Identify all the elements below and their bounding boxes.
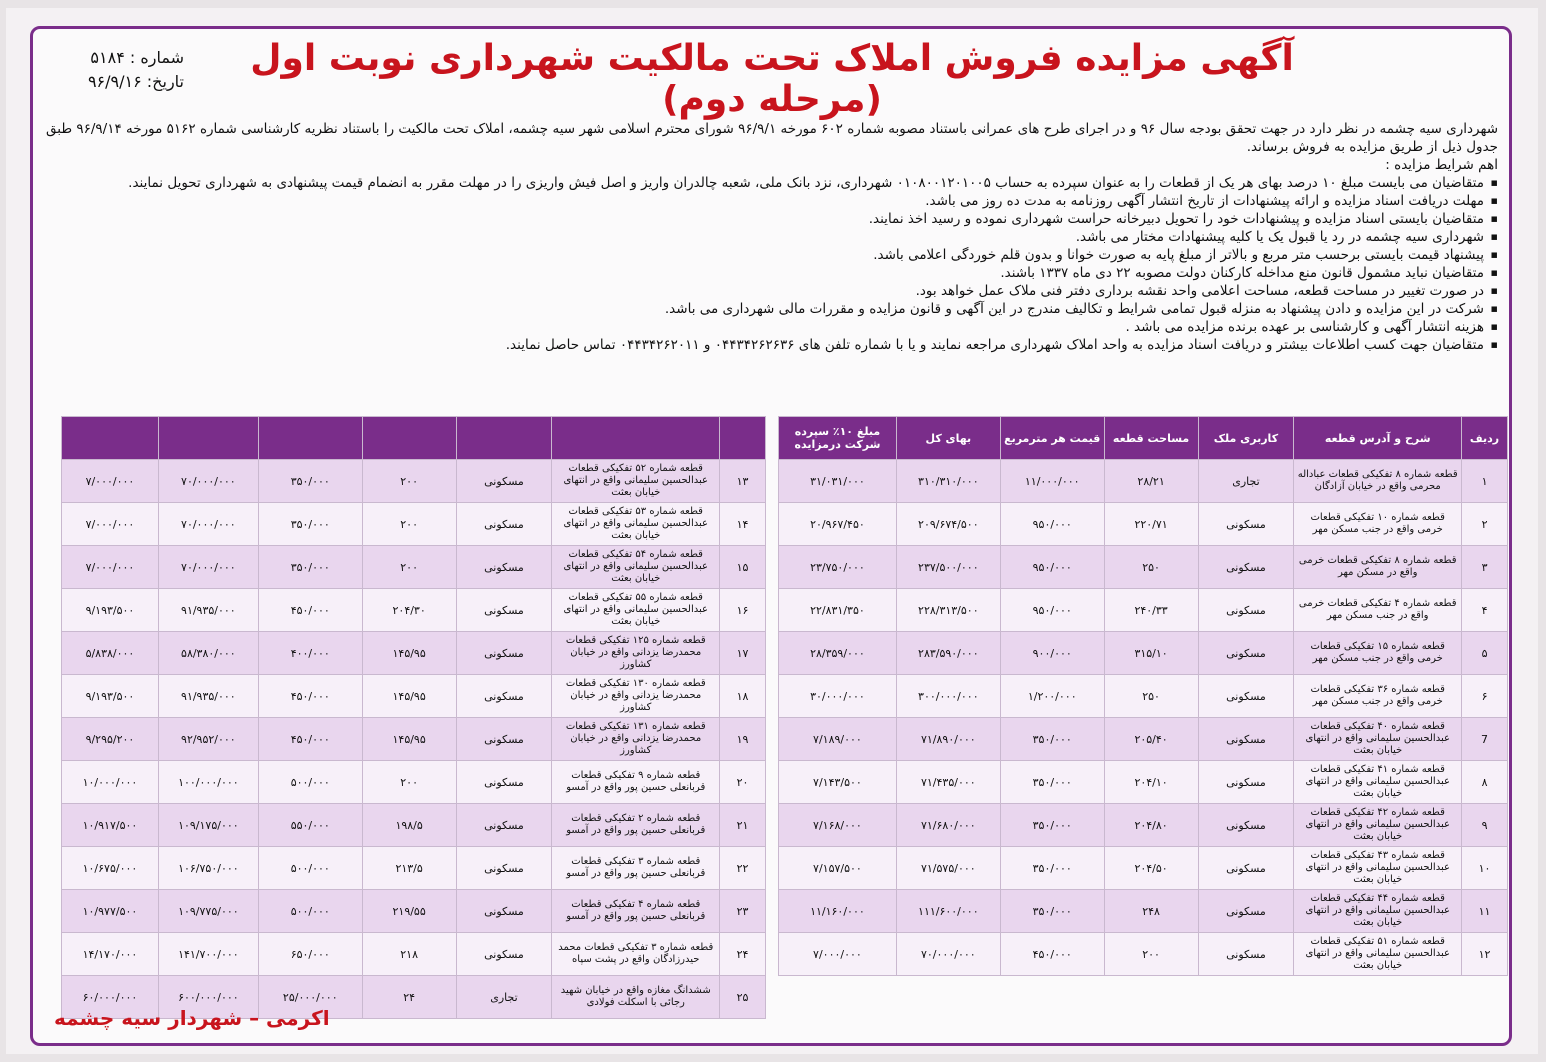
cell-deposit: ۲۲/۸۳۱/۳۵۰ [779,589,897,632]
cell-row-number: ۲۲ [720,847,766,890]
cell-usage: مسکونی [456,632,552,675]
cell-row-number: ۲۰ [720,761,766,804]
cell-unit-price: ۲۵/۰۰۰/۰۰۰ [258,976,362,1019]
header-total-price [158,417,258,460]
cell-area: ۲۴ [362,976,456,1019]
cell-area: ۱۴۵/۹۵ [362,675,456,718]
cell-description: قطعه شماره ۳ تفکیکی قطعات محمد حیدرزادگان واقع در پشت سپاه [552,933,720,976]
cell-total-price: ۱۰۰/۰۰۰/۰۰۰ [158,761,258,804]
cell-area: ۱۴۵/۹۵ [362,632,456,675]
condition-item: ▪ شهرداری سیه چشمه در رد یا قبول یک یا کلیه پیشنهادات مختار می باشد. [46,228,1498,246]
notice-date: تاریخ: ۹۶/۹/۱۶ [87,72,184,91]
table-row [779,589,1508,632]
cell-total-price: ۷۰/۰۰۰/۰۰۰ [158,546,258,589]
cell-deposit: ۱۰/۹۱۷/۵۰۰ [62,804,159,847]
cell-unit-price: ۴۵۰/۰۰۰ [258,589,362,632]
cell-row-number: ۱۹ [720,718,766,761]
cell-usage: مسکونی [456,460,552,503]
header-deposit [62,417,159,460]
cell-total-price: ۷۱/۶۸۰/۰۰۰ [896,804,1000,847]
cell-unit-price: ۳۵۰/۰۰۰ [1000,761,1104,804]
cell-area: ۳۱۵/۱۰ [1104,632,1198,675]
condition-item: ▪ متقاضیان جهت کسب اطلاعات بیشتر و دریافت اسناد مزایده به واحد املاک شهرداری مراجعه نمایند و یا با شماره تلفن های ۰۴۴۳۴۲۶۲۶۳۶ و ۰۴۴۳۴۲۶۲۰۱۱ تماس حاصل نمایند. [46,336,1498,354]
cell-deposit: ۲۳/۷۵۰/۰۰۰ [779,546,897,589]
cell-area: ۲۵۰ [1104,675,1198,718]
cell-area: ۲۰۴/۸۰ [1104,804,1198,847]
cell-description: قطعه شماره ۱۳۰ تفکیکی قطعات محمدرضا یزدانی واقع در خیابان کشاورز [552,675,720,718]
table-row [62,503,766,546]
table-row [779,761,1508,804]
table-row [779,890,1508,933]
cell-usage: مسکونی [1198,847,1294,890]
cell-deposit: ۱۰/۰۰۰/۰۰۰ [62,761,159,804]
condition-item: ▪ شرکت در این مزایده و دادن پیشنهاد به منزله قبول تمامی شرایط و تکالیف مندرج در این آگهی و قانون مزایده و مقررات مالی شهرداری می باشد. [46,300,1498,318]
cell-deposit: ۷/۱۴۳/۵۰۰ [779,761,897,804]
cell-usage: تجاری [456,976,552,1019]
cell-deposit: ۱۱/۱۶۰/۰۰۰ [779,890,897,933]
cell-unit-price: ۳۵۰/۰۰۰ [1000,718,1104,761]
cell-row-number: ۲۳ [720,890,766,933]
cell-total-price: ۲۳۷/۵۰۰/۰۰۰ [896,546,1000,589]
intro-paragraph: شهرداری سیه چشمه در نظر دارد در جهت تحقق بودجه سال ۹۶ و در اجرای طرح های عمرانی باستناد مصوبه شماره ۶۰۲ مورخه ۹۶/۹/۱ شورای محترم اسلامی شهر سیه چشمه، املاک تحت مالکیت را باستناد نظریه کارشناسی شماره ۵۱۶۲ مورخه ۹۶/۹/۱۴ طبق جدول ذیل از طریق مزایده به فروش برساند. [46,121,1499,155]
cell-deposit: ۳۱/۰۳۱/۰۰۰ [779,460,897,503]
cell-unit-price: ۴۵۰/۰۰۰ [258,675,362,718]
cell-usage: مسکونی [1198,632,1294,675]
cell-area: ۲۵۰ [1104,546,1198,589]
table-row [62,761,766,804]
cell-description: قطعه شماره ۹ تفکیکی قطعات قربانعلی حسین پور واقع در آمسو [552,761,720,804]
cell-usage: مسکونی [456,890,552,933]
cell-description: قطعه شماره ۴ تفکیکی قطعات خرمی واقع در جنب مسکن مهر [1294,589,1462,632]
header-row-number: ردیف [1462,417,1508,460]
cell-description: قطعه شماره ۵۱ تفکیکی قطعات عبدالحسین سلیمانی واقع در انتهای خیابان بعثت [1294,933,1462,976]
cell-deposit: ۷/۱۶۸/۰۰۰ [779,804,897,847]
cell-total-price: ۷۰/۰۰۰/۰۰۰ [158,460,258,503]
table-row [779,675,1508,718]
cell-total-price: ۷۱/۵۷۵/۰۰۰ [896,847,1000,890]
cell-area: ۱۴۵/۹۵ [362,718,456,761]
cell-unit-price: ۳۵۰/۰۰۰ [1000,890,1104,933]
cell-unit-price: ۳۵۰/۰۰۰ [258,460,362,503]
cell-unit-price: ۴۵۰/۰۰۰ [1000,933,1104,976]
cell-usage: مسکونی [1198,589,1294,632]
cell-area: ۲۰۰ [362,761,456,804]
cell-total-price: ۱۱۱/۶۰۰/۰۰۰ [896,890,1000,933]
cell-description: قطعه شماره ۴۳ تفکیکی قطعات عبدالحسین سلیمانی واقع در انتهای خیابان بعثت [1294,847,1462,890]
cell-deposit: ۳۰/۰۰۰/۰۰۰ [779,675,897,718]
table-row [779,460,1508,503]
table-row [779,718,1508,761]
cell-deposit: ۹/۲۹۵/۲۰۰ [62,718,159,761]
condition-item: ▪ در صورت تغییر در مساحت قطعه، مساحت اعلامی واحد نقشه برداری دفتر فنی ملاک عمل خواهد بود. [46,282,1498,300]
cell-deposit: ۷/۰۰۰/۰۰۰ [779,933,897,976]
cell-unit-price: ۳۵۰/۰۰۰ [258,503,362,546]
header-usage: کاربری ملک [1198,417,1294,460]
cell-area: ۱۹۸/۵ [362,804,456,847]
cell-usage: مسکونی [1198,933,1294,976]
cell-description: قطعه شماره ۱۵ تفکیکی قطعات خرمی واقع در جنب مسکن مهر [1294,632,1462,675]
cell-deposit: ۷/۱۵۷/۵۰۰ [779,847,897,890]
condition-item: ▪ متقاضیان بایستی اسناد مزایده و پیشنهادات خود را تحویل دبیرخانه حراست شهرداری نموده و رسید اخذ نمایند. [46,210,1498,228]
header-area: مساحت قطعه [1104,417,1198,460]
cell-area: ۲۰۰ [362,503,456,546]
cell-usage: مسکونی [456,546,552,589]
cell-unit-price: ۹۵۰/۰۰۰ [1000,546,1104,589]
notice-title: آگهی مزایده فروش املاک تحت مالکیت شهرداری نوبت اول (مرحله دوم) [250,38,1294,120]
cell-area: ۲۰۰ [362,460,456,503]
notice-meta [44,46,184,94]
cell-area: ۲۰۴/۵۰ [1104,847,1198,890]
table-row [62,718,766,761]
notice-number: شماره : ۵۱۸۴ [90,48,184,67]
cell-area: ۲۱۸ [362,933,456,976]
cell-usage: مسکونی [456,675,552,718]
cell-total-price: ۷۱/۸۹۰/۰۰۰ [896,718,1000,761]
cell-deposit: ۱۰/۶۷۵/۰۰۰ [62,847,159,890]
condition-item: ▪ هزینه انتشار آگهی و کارشناسی بر عهده برنده مزایده می باشد . [46,318,1498,336]
cell-area: ۲۸/۲۱ [1104,460,1198,503]
cell-total-price: ۵۸/۳۸۰/۰۰۰ [158,632,258,675]
cell-description: ششدانگ مغازه واقع در خیابان شهید رجائی با اسکلت فولادی [552,976,720,1019]
cell-deposit: ۲۸/۳۵۹/۰۰۰ [779,632,897,675]
cell-usage: مسکونی [1198,804,1294,847]
cell-deposit: ۷/۰۰۰/۰۰۰ [62,546,159,589]
cell-total-price: ۱۰۹/۷۷۵/۰۰۰ [158,890,258,933]
cell-unit-price: ۴۰۰/۰۰۰ [258,632,362,675]
cell-unit-price: ۳۵۰/۰۰۰ [258,546,362,589]
cell-description: قطعه شماره ۱۲۵ تفکیکی قطعات محمدرضا یزدانی واقع در خیابان کشاورز [552,632,720,675]
cell-description: قطعه شماره ۴۱ تفکیکی قطعات عبدالحسین سلیمانی واقع در انتهای خیابان بعثت [1294,761,1462,804]
header-description [552,417,720,460]
cell-row-number: ۱۶ [720,589,766,632]
cell-usage: مسکونی [1198,503,1294,546]
cell-description: قطعه شماره ۳۶ تفکیکی قطعات خرمی واقع در جنب مسکن مهر [1294,675,1462,718]
cell-area: ۲۰۴/۱۰ [1104,761,1198,804]
conditions-title: اهم شرایط مزایده : [1385,157,1498,173]
table-row [62,589,766,632]
table-header-row [62,417,766,460]
condition-item: ▪ پیشنهاد قیمت بایستی برحسب متر مربع و بالاتر از مبلغ پایه به صورت خوانا و بدون قلم خوردگی اعلامی باشد. [46,246,1498,264]
cell-usage: مسکونی [1198,718,1294,761]
header-unit-price: قیمت هر مترمربع [1000,417,1104,460]
cell-description: قطعه شماره ۲ تفکیکی قطعات قربانعلی حسین پور واقع در آمسو [552,804,720,847]
cell-usage: مسکونی [456,804,552,847]
cell-deposit: ۶۰/۰۰۰/۰۰۰ [62,976,159,1019]
condition-item: ▪ متقاضیان می بایست مبلغ ۱۰ درصد بهای هر یک از قطعات را به عنوان سپرده به حساب ۰۱۰۸۰۰۱۲۰۱۰۰۵ شهرداری، نزد بانک ملی، شعبه چالدران واریز و اصل فیش واریزی را در مهلت مقرر به انضمام قیمت پیشنهادی به شهرداری تحویل نمایند. [46,174,1498,192]
cell-unit-price: ۴۵۰/۰۰۰ [258,718,362,761]
cell-area: ۲۱۹/۵۵ [362,890,456,933]
table-row [779,933,1508,976]
cell-total-price: ۲۲۸/۳۱۳/۵۰۰ [896,589,1000,632]
cell-total-price: ۹۲/۹۵۲/۰۰۰ [158,718,258,761]
cell-unit-price: ۵۰۰/۰۰۰ [258,890,362,933]
table-row [62,804,766,847]
cell-unit-price: ۱۱/۰۰۰/۰۰۰ [1000,460,1104,503]
cell-usage: مسکونی [456,718,552,761]
cell-usage: مسکونی [1198,890,1294,933]
cell-area: ۲۱۳/۵ [362,847,456,890]
cell-row-number: ۱۸ [720,675,766,718]
cell-deposit: ۵/۸۳۸/۰۰۰ [62,632,159,675]
conditions-list [46,174,1498,354]
cell-row-number: ۵ [1462,632,1508,675]
cell-total-price: ۶۰۰/۰۰۰/۰۰۰ [158,976,258,1019]
cell-description: قطعه شماره ۸ تفکیکی قطعات خرمی واقع در مسکن مهر [1294,546,1462,589]
signature: اکرمی – شهردار سیه چشمه [54,1006,330,1030]
cell-description: قطعه شماره ۸ تفکیکی قطعات عباداله محرمی واقع در خیابان آزادگان [1294,460,1462,503]
cell-unit-price: ۵۰۰/۰۰۰ [258,761,362,804]
cell-deposit: ۱۴/۱۷۰/۰۰۰ [62,933,159,976]
cell-usage: مسکونی [456,847,552,890]
cell-usage: مسکونی [456,761,552,804]
cell-row-number: ۱ [1462,460,1508,503]
cell-row-number: ۱۳ [720,460,766,503]
page [6,8,1538,1054]
cell-row-number: ۶ [1462,675,1508,718]
cell-total-price: ۲۰۹/۶۷۴/۵۰۰ [896,503,1000,546]
cell-total-price: ۷۰/۰۰۰/۰۰۰ [896,933,1000,976]
cell-unit-price: ۹۰۰/۰۰۰ [1000,632,1104,675]
cell-deposit: ۹/۱۹۳/۵۰۰ [62,675,159,718]
cell-total-price: ۷۰/۰۰۰/۰۰۰ [158,503,258,546]
header-total-price: بهای کل [896,417,1000,460]
cell-row-number: ۲ [1462,503,1508,546]
cell-row-number: ۱۵ [720,546,766,589]
cell-unit-price: ۳۵۰/۰۰۰ [1000,847,1104,890]
cell-unit-price: ۵۰۰/۰۰۰ [258,847,362,890]
cell-row-number: ۱۴ [720,503,766,546]
cell-unit-price: ۹۵۰/۰۰۰ [1000,503,1104,546]
cell-description: قطعه شماره ۵۲ تفکیکی قطعات عبدالحسین سلیمانی واقع در انتهای خیابان بعثت [552,460,720,503]
table-row [62,460,766,503]
cell-total-price: ۳۱۰/۳۱۰/۰۰۰ [896,460,1000,503]
header-description: شرح و آدرس قطعه [1294,417,1462,460]
cell-row-number: ۸ [1462,761,1508,804]
cell-area: ۲۴۸ [1104,890,1198,933]
header-unit-price [258,417,362,460]
cell-total-price: ۹۱/۹۳۵/۰۰۰ [158,675,258,718]
cell-row-number: ۲۴ [720,933,766,976]
cell-area: ۲۰۴/۳۰ [362,589,456,632]
table-row [779,804,1508,847]
cell-area: ۲۲۰/۷۱ [1104,503,1198,546]
cell-description: قطعه شماره ۵۴ تفکیکی قطعات عبدالحسین سلیمانی واقع در انتهای خیابان بعثت [552,546,720,589]
cell-description: قطعه شماره ۴۲ تفکیکی قطعات عبدالحسین سلیمانی واقع در انتهای خیابان بعثت [1294,804,1462,847]
cell-row-number: ۱۷ [720,632,766,675]
properties-table-left [61,416,766,1019]
notice-body [46,120,1498,354]
cell-total-price: ۳۰۰/۰۰۰/۰۰۰ [896,675,1000,718]
condition-item: ▪ متقاضیان نباید مشمول قانون منع مداخله کارکنان دولت مصوبه ۲۲ دی ماه ۱۳۳۷ باشند. [46,264,1498,282]
table-row [779,847,1508,890]
cell-row-number: ۲۵ [720,976,766,1019]
cell-row-number: 7 [1462,718,1508,761]
cell-area: ۲۰۵/۴۰ [1104,718,1198,761]
header-area [362,417,456,460]
cell-unit-price: ۶۵۰/۰۰۰ [258,933,362,976]
condition-item: ▪ مهلت دریافت اسناد مزایده و ارائه پیشنهادات از تاریخ انتشار آگهی روزنامه به مدت ده روز می باشد. [46,192,1498,210]
table-row [62,632,766,675]
cell-description: قطعه شماره ۳ تفکیکی قطعات قربانعلی حسین پور واقع در آمسو [552,847,720,890]
cell-description: قطعه شماره ۴۰ تفکیکی قطعات عبدالحسین سلیمانی واقع در انتهای خیابان بعثت [1294,718,1462,761]
cell-row-number: ۲۱ [720,804,766,847]
table-row [62,890,766,933]
table-row [62,675,766,718]
cell-usage: مسکونی [1198,761,1294,804]
cell-total-price: ۷۱/۴۳۵/۰۰۰ [896,761,1000,804]
table-row [62,933,766,976]
cell-area: ۲۴۰/۳۳ [1104,589,1198,632]
cell-total-price: ۲۸۳/۵۹۰/۰۰۰ [896,632,1000,675]
cell-usage: مسکونی [1198,675,1294,718]
cell-deposit: ۷/۰۰۰/۰۰۰ [62,503,159,546]
header-usage [456,417,552,460]
cell-usage: مسکونی [456,503,552,546]
cell-deposit: ۲۰/۹۶۷/۴۵۰ [779,503,897,546]
header-deposit: مبلغ ۱۰٪ سپرده شرکت درمزایده [779,417,897,460]
cell-row-number: ۱۲ [1462,933,1508,976]
cell-usage: تجاری [1198,460,1294,503]
table-row [62,847,766,890]
properties-table-right [778,416,1508,976]
table-header-row [779,417,1508,460]
table-row [779,503,1508,546]
cell-unit-price: ۹۵۰/۰۰۰ [1000,589,1104,632]
cell-area: ۲۰۰ [362,546,456,589]
cell-unit-price: ۱/۲۰۰/۰۰۰ [1000,675,1104,718]
cell-usage: مسکونی [1198,546,1294,589]
cell-deposit: ۹/۱۹۳/۵۰۰ [62,589,159,632]
cell-description: قطعه شماره ۴۴ تفکیکی قطعات عبدالحسین سلیمانی واقع در انتهای خیابان بعثت [1294,890,1462,933]
cell-total-price: ۱۴۱/۷۰۰/۰۰۰ [158,933,258,976]
cell-deposit: ۷/۰۰۰/۰۰۰ [62,460,159,503]
cell-row-number: ۴ [1462,589,1508,632]
cell-row-number: ۹ [1462,804,1508,847]
cell-total-price: ۱۰۹/۱۷۵/۰۰۰ [158,804,258,847]
header-row-number [720,417,766,460]
cell-description: قطعه شماره ۱۰ تفکیکی قطعات خرمی واقع در جنب مسکن مهر [1294,503,1462,546]
cell-unit-price: ۳۵۰/۰۰۰ [1000,804,1104,847]
cell-row-number: ۱۰ [1462,847,1508,890]
table-row [779,546,1508,589]
cell-total-price: ۱۰۶/۷۵۰/۰۰۰ [158,847,258,890]
cell-deposit: ۱۰/۹۷۷/۵۰۰ [62,890,159,933]
cell-unit-price: ۵۵۰/۰۰۰ [258,804,362,847]
cell-description: قطعه شماره ۵۵ تفکیکی قطعات عبدالحسین سلیمانی واقع در انتهای خیابان بعثت [552,589,720,632]
table-row [62,546,766,589]
table-row [779,632,1508,675]
cell-row-number: ۳ [1462,546,1508,589]
cell-total-price: ۹۱/۹۳۵/۰۰۰ [158,589,258,632]
cell-description: قطعه شماره ۱۳۱ تفکیکی قطعات محمدرضا یزدانی واقع در خیابان کشاورز [552,718,720,761]
cell-row-number: ۱۱ [1462,890,1508,933]
cell-description: قطعه شماره ۴ تفکیکی قطعات قربانعلی حسین پور واقع در آمسو [552,890,720,933]
cell-deposit: ۷/۱۸۹/۰۰۰ [779,718,897,761]
cell-usage: مسکونی [456,589,552,632]
cell-usage: مسکونی [456,933,552,976]
cell-area: ۲۰۰ [1104,933,1198,976]
cell-description: قطعه شماره ۵۳ تفکیکی قطعات عبدالحسین سلیمانی واقع در انتهای خیابان بعثت [552,503,720,546]
